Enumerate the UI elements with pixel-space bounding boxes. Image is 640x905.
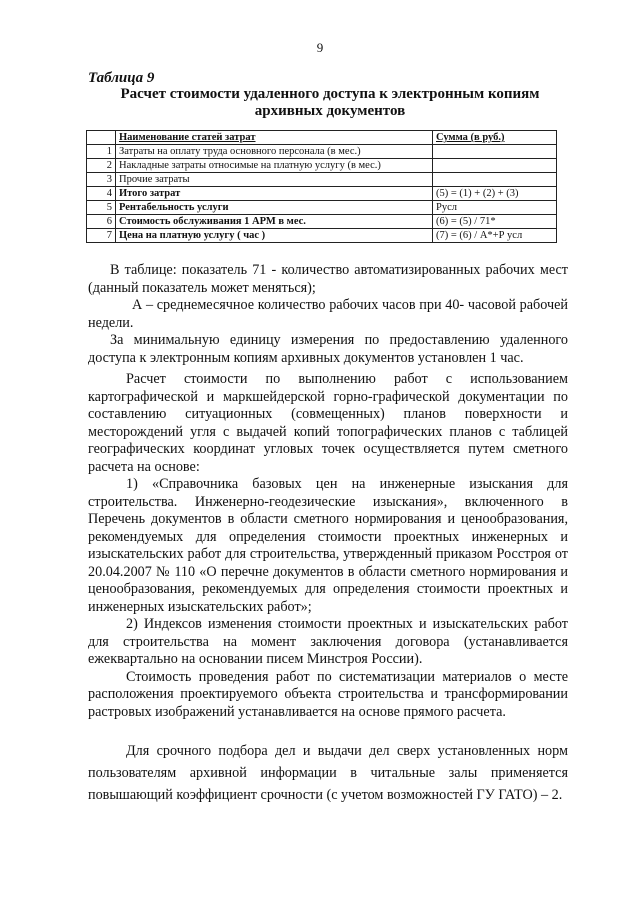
paragraph-indicator-a: А – среднемесячное количество рабочих часов при 40- часовой рабочей недели. [88,297,568,331]
cost-table [86,130,557,243]
row-num: 2 [87,159,116,173]
row-sum: (7) = (6) / А*+Р усл [433,229,557,243]
row-num: 6 [87,215,116,229]
header-num [87,131,116,145]
table-row [87,201,557,215]
row-name: Итого затрат [116,187,433,201]
row-name: Цена на платную услугу ( час ) [116,229,433,243]
row-num: 1 [87,145,116,159]
row-name: Рентабельность услуги [116,201,433,215]
paragraph-unit: За минимальную единицу измерения по предоставлению удаленного доступа к электронным копиям архивных документов установлен 1 час. [88,332,568,366]
table-title: Расчет стоимости удаленного доступа к электронным копиям архивных документов [120,86,540,119]
table-row [87,173,557,187]
row-num: 7 [87,229,116,243]
table-label: Таблица 9 [88,70,155,86]
row-num: 5 [87,201,116,215]
page-number: 9 [316,40,324,55]
row-num: 4 [87,187,116,201]
row-sum [433,159,557,173]
row-name: Стоимость обслуживания 1 АРМ в мес. [116,215,433,229]
main-text [88,371,568,721]
row-sum [433,145,557,159]
row-name: Затраты на оплату труда основного персонала (в мес.) [116,145,433,159]
row-sum: Русл [433,201,557,215]
row-sum: (5) = (1) + (2) + (3) [433,187,557,201]
paragraph-calculation: Расчет стоимости по выполнению работ с использованием картографической и маркшейдерской горно-графической документации по составлению ситуационных (совмещенных) планов поверхности и месторождений угля с выдачей копий топографических планов с таблицей географических координат угловых точек осуществляется путем сметного расчета на основе: [88,371,568,475]
table-notes [88,262,568,367]
paragraph-systematization: Стоимость проведения работ по систематизации материалов о месте расположения проектируемого объекта строительства и трансформировании растровых изображений устанавливается на основе прямого расчета. [88,668,568,720]
table-row [87,229,557,243]
table-row [87,159,557,173]
table-row [87,145,557,159]
row-num: 3 [87,173,116,187]
urgency-text [88,740,568,806]
row-sum [433,173,557,187]
row-name: Прочие затраты [116,173,433,187]
paragraph-reference-1: 1) «Справочника базовых цен на инженерные изыскания для строительства. Инженерно-геодезические изыскания», включенного в Перечень документов в области сметного нормирования и ценообразования, рекомендуемых для определения стоимости проектных инженерных и изыскательских работ для строительства, утвержденный приказом Росстроя от 20.04.2007 № 110 «О перечне документов в области сметного нормирования и ценообразования, рекомендуемых для определения стоимости проектных и инженерных изыскательских работ»; [88,476,568,615]
header-sum: Сумма (в руб.) [433,131,557,145]
table-header-row [87,131,557,145]
paragraph-indicator-71: В таблице: показатель 71 - количество автоматизированных рабочих мест (данный показатель может меняться); [88,262,568,296]
table-row [87,215,557,229]
paragraph-urgency: Для срочного подбора дел и выдачи дел сверх установленных норм пользователям архивной информации в читальные залы применяется повышающий коэффициент срочности (с учетом возможностей ГУ ГАТО) – 2. [88,743,568,803]
paragraph-reference-2: 2) Индексов изменения стоимости проектных и изыскательских работ для строительства на момент заключения договора (устанавливается ежеквартально на основании писем Минстроя России). [88,616,568,667]
header-name: Наименование статей затрат [116,131,433,145]
row-sum: (6) = (5) / 71* [433,215,557,229]
row-name: Накладные затраты относимые на платную услугу (в мес.) [116,159,433,173]
table-row [87,187,557,201]
